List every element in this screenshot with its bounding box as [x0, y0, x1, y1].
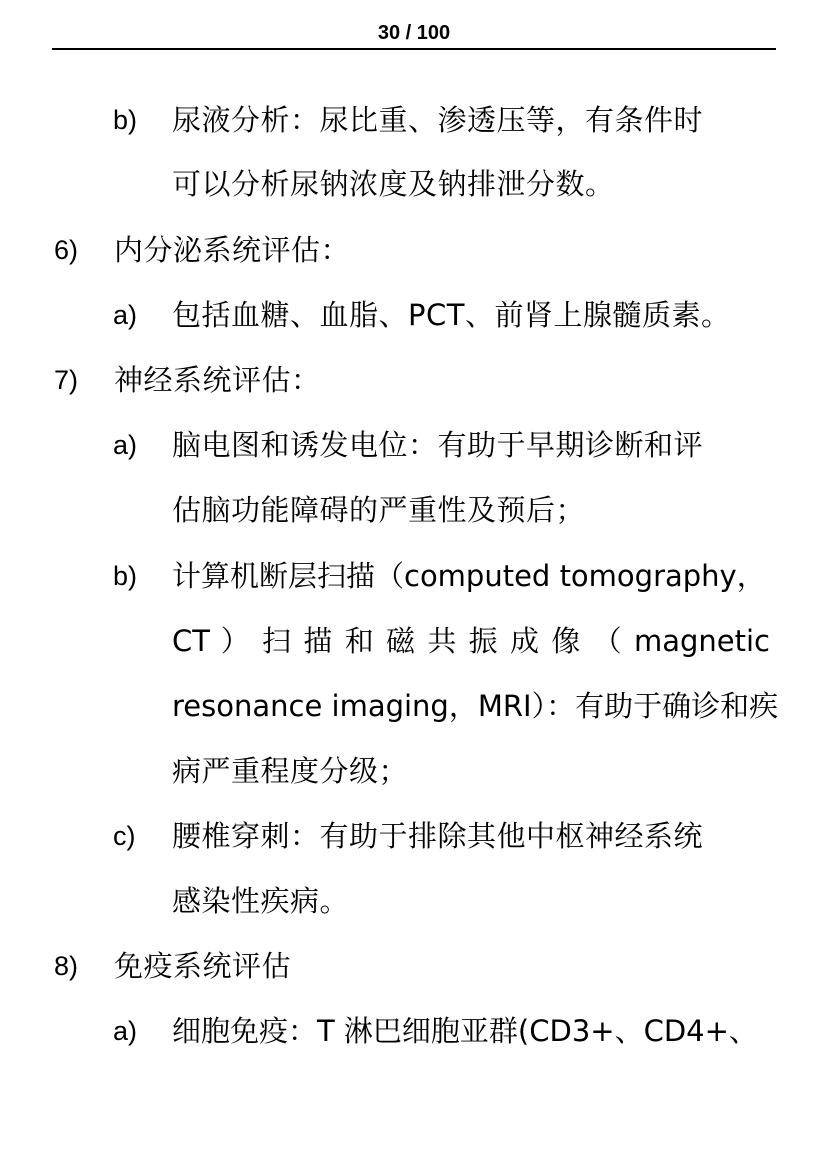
list-item-text: 腰椎穿刺：有助于排除其他中枢神经系统	[172, 819, 704, 853]
section-marker: 8)	[54, 951, 79, 981]
list-item-marker: a)	[113, 1016, 138, 1046]
list-item-marker: a)	[113, 430, 138, 460]
section-heading: 内分泌系统评估：	[114, 233, 351, 267]
list-item-text: 感染性疾病。	[172, 884, 350, 918]
list-item-text: 细胞免疫：T 淋巴细胞亚群(CD3+、CD4+、	[172, 1014, 758, 1048]
list-item-marker: b)	[113, 561, 138, 591]
list-item-text: 包括血糖、血脂、PCT、前肾上腺髓质素。	[172, 298, 731, 332]
list-item-text: resonance imaging，MRI）：有助于确诊和疾	[172, 689, 779, 723]
section-heading: 神经系统评估：	[114, 363, 321, 397]
list-item-marker: c)	[113, 821, 136, 851]
list-item-text: 病严重程度分级；	[172, 754, 409, 788]
list-item-text: 脑电图和诱发电位：有助于早期诊断和评	[172, 428, 704, 462]
page-header: 30 / 100	[377, 22, 451, 44]
list-item-text: 估脑功能障碍的严重性及预后；	[172, 493, 586, 527]
section-heading: 免疫系统评估	[114, 949, 292, 983]
list-item-text: 计算机断层扫描（computed tomography，	[172, 559, 766, 593]
header-rule	[52, 48, 776, 50]
list-item-text: 尿液分析：尿比重、渗透压等，有条件时	[172, 103, 704, 137]
list-item-marker: a)	[113, 300, 138, 330]
list-item-text: CT ） 扫 描 和 磁 共 振 成 像 （ magnetic	[172, 624, 770, 658]
list-item-marker: b)	[113, 105, 138, 135]
list-item-text: 可以分析尿钠浓度及钠排泄分数。	[172, 167, 615, 201]
section-marker: 7)	[54, 365, 79, 395]
section-marker: 6)	[54, 235, 79, 265]
